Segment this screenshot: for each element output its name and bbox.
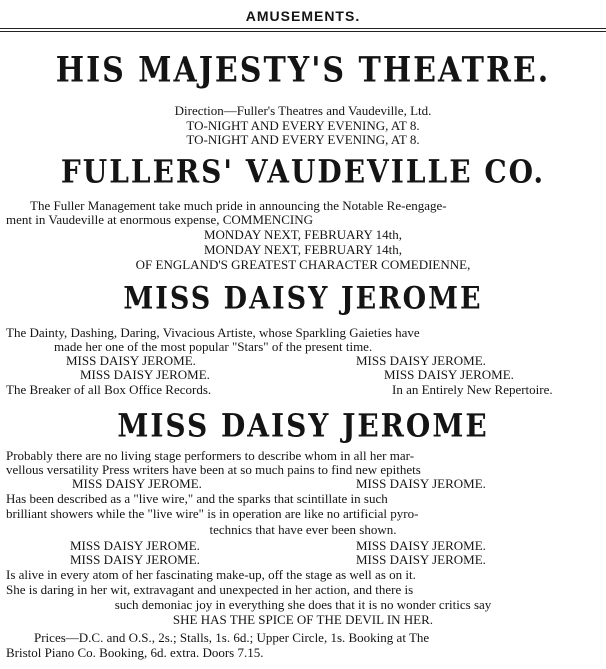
repeat-right: MISS DAISY JEROME. — [356, 353, 486, 368]
repeat-left: MISS DAISY JEROME. — [80, 367, 210, 382]
header-rule-lower — [0, 31, 606, 32]
header-rule — [0, 28, 606, 29]
direction-line: Direction—Fuller's Theatres and Vaudeville, Ltd. — [174, 103, 432, 118]
greatest-line: OF ENGLAND'S GREATEST CHARACTER COMEDIENNE, — [135, 257, 471, 272]
company-name: FULLERS' VAUDEVILLE CO. — [60, 152, 546, 191]
tonight-line-1: TO-NIGHT AND EVERY EVENING, AT 8. — [186, 118, 420, 133]
tonight-line-2: TO-NIGHT AND EVERY EVENING, AT 8. — [186, 132, 420, 147]
section-label: AMUSEMENTS. — [245, 8, 361, 24]
breaker-left: The Breaker of all Box Office Records. — [6, 382, 212, 397]
repeat-left: MISS DAISY JEROME. — [72, 476, 202, 491]
repeat-left: MISS DAISY JEROME. — [66, 353, 196, 368]
booking-line: Bristol Piano Co. Booking, 6d. extra. Doors 7.15. — [6, 645, 264, 660]
repeat-right: MISS DAISY JEROME. — [356, 538, 486, 553]
monday-line-1: MONDAY NEXT, FEBRUARY 14th, — [203, 227, 403, 242]
livewire-line-1: Has been described as a "live wire," and the sparks that scintillate in such — [6, 491, 388, 506]
star-name-2: MISS DAISY JEROME — [117, 406, 489, 445]
spice-line: SHE HAS THE SPICE OF THE DEVIL IN HER. — [172, 612, 434, 627]
repeat-right: MISS DAISY JEROME. — [356, 552, 486, 567]
repeat-right: MISS DAISY JEROME. — [356, 476, 486, 491]
alive-line-1: Is alive in every atom of her fascinating make-up, off the stage as well as on it. — [6, 567, 416, 582]
monday-line-2: MONDAY NEXT, FEBRUARY 14th, — [203, 242, 403, 257]
probably-line-1: Probably there are no living stage performers to describe whom in all her mar- — [6, 448, 415, 463]
repeat-right: MISS DAISY JEROME. — [384, 367, 514, 382]
announce-line-2: ment in Vaudeville at enormous expense, COMMENCING — [6, 212, 314, 227]
probably-line-2: vellous versatility Press writers have been at so much pains to find new epithets — [6, 462, 421, 477]
repeat-left: MISS DAISY JEROME. — [70, 538, 200, 553]
dainty-line-1: The Dainty, Dashing, Daring, Vivacious Artiste, whose Sparkling Gaieties have — [6, 325, 420, 340]
star-name-1: MISS DAISY JEROME — [123, 280, 483, 317]
livewire-line-2: brilliant showers while the "live wire" is in operation are like no artificial pyro- — [6, 506, 419, 521]
alive-line-2: She is daring in her wit, extravagant and unexpected in her action, and there is — [6, 582, 414, 597]
livewire-line-3: technics that have ever been shown. — [209, 522, 397, 537]
alive-line-3: such demoniac joy in everything she does that it is no wonder critics say — [114, 597, 492, 612]
announce-line-1: The Fuller Management take much pride in announcing the Notable Re-engage- — [30, 198, 447, 213]
breaker-right: In an Entirely New Repertoire. — [392, 382, 553, 397]
dainty-line-2: made her one of the most popular "Stars" of the present time. — [54, 339, 373, 354]
prices-line: Prices—D.C. and O.S., 2s.; Stalls, 1s. 6d.; Upper Circle, 1s. Booking at The — [34, 630, 430, 645]
repeat-left: MISS DAISY JEROME. — [70, 552, 200, 567]
theatre-name: HIS MAJESTY'S THEATRE. — [55, 50, 551, 91]
